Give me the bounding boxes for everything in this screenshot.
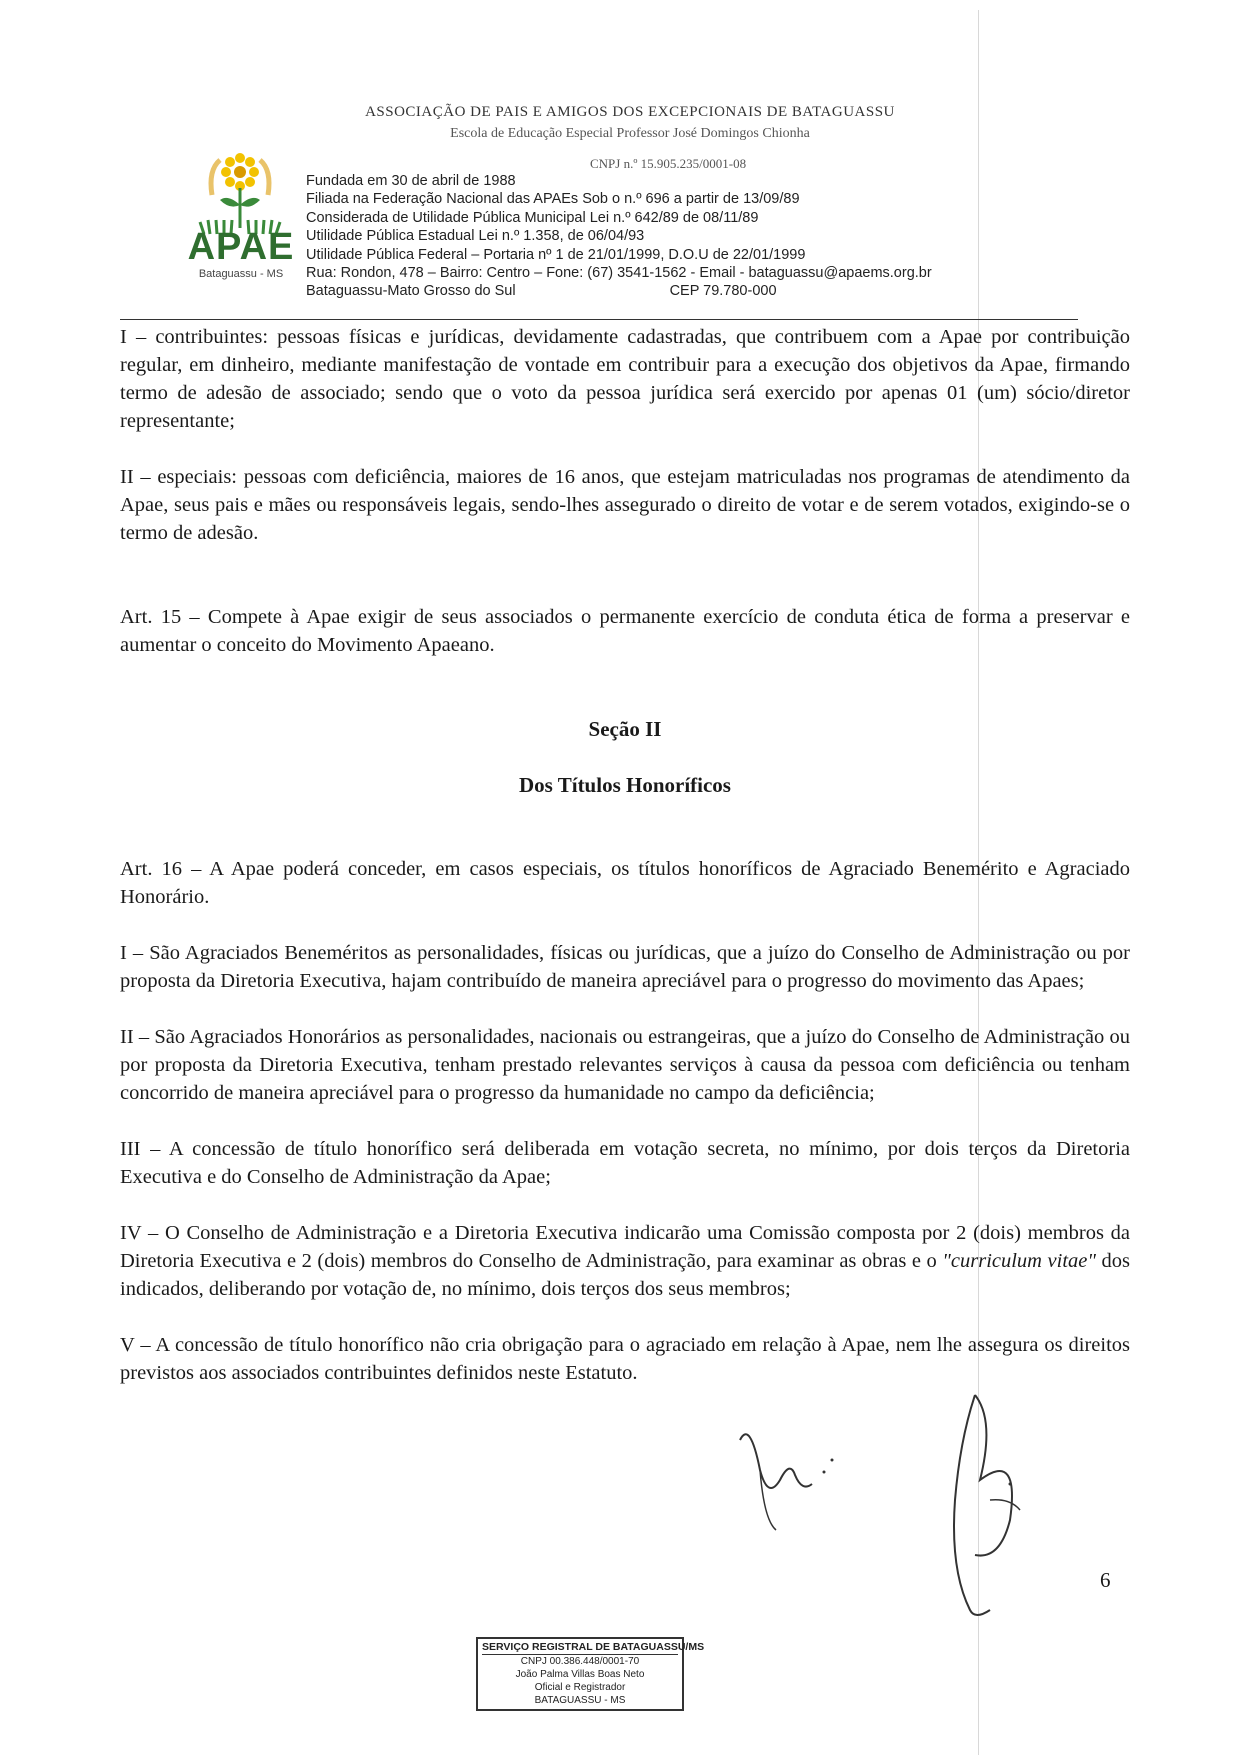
paragraph-art-15: Art. 15 – Compete à Apae exigir de seus associados o permanente exercício de conduta ética de forma a preservar e aumentar o conceito do Movimento Apaeano. [120, 606, 1130, 656]
text-run: dos indicados, deliberando por votação de, no mínimo, dois terços dos seus membros; [120, 1250, 1130, 1300]
info-line: Rua: Rondon, 478 – Bairro: Centro – Fone: (67) 3541-1562 - Email - bataguassu@apaems.org.br [306, 265, 932, 282]
info-line: Fundada em 30 de abril de 1988 [306, 173, 516, 189]
logo-text-block [186, 228, 296, 280]
info-line: Considerada de Utilidade Pública Municipal Lei n.º 642/89 de 08/11/89 [306, 209, 759, 226]
document-body [120, 323, 1130, 1387]
page-number: 6 [1100, 1568, 1111, 1592]
registry-stamp [476, 1637, 705, 1711]
paragraph-art-16: Art. 16 – A Apae poderá conceder, em casos especiais, os títulos honoríficos de Agraciado Benemérito e Agraciado Honorário. [120, 858, 1130, 908]
paragraph-item-i: I – contribuintes: pessoas físicas e jurídicas, devidamente cadastradas, que contribuem com a Apae por contribuição regular, em dinheiro, mediante manifestação de vontade em contribuir para a execução dos objetivos da Apae, firmando termo de adesão de associado; sendo que o voto da pessoa jurídica será exercido por apenas 01 (um) sócio/diretor representante; [120, 326, 1130, 432]
info-line-city [306, 282, 932, 300]
cep-text: CEP 79.780-000 [669, 283, 777, 300]
stamp-line: SERVIÇO REGISTRAL DE BATAGUASSU/MS [482, 1641, 705, 1653]
logo-city-text: Bataguassu - MS [198, 268, 284, 280]
text-run: IV – O Conselho de Administração e a Diretoria Executiva indicarão uma Comissão composta por 2 (dois) membros da Diretoria Executiva e 2 (dois) membros do Conselho de Administração, para examinar as obras e o [120, 1222, 1130, 1272]
stamp-line: Oficial e Registrador [534, 1682, 626, 1693]
organization-name: ASSOCIAÇÃO DE PAIS E AMIGOS DOS EXCEPCIONAIS DE BATAGUASSU [365, 104, 895, 120]
info-line: Utilidade Pública Estadual Lei n.º 1.358, de 06/04/93 [306, 228, 645, 245]
city-state: Bataguassu-Mato Grosso do Sul [306, 283, 516, 300]
school-name: Escola de Educação Especial Professor José Domingos Chionha [450, 126, 810, 141]
info-line: Utilidade Pública Federal – Portaria nº 1 de 21/01/1999, D.O.U de 22/01/1999 [306, 246, 806, 263]
paragraph-art-16-v: V – A concessão de título honorífico não cria obrigação para o agraciado em relação à Apae, nem lhe assegura os direitos previstos aos associados contribuintes definidos neste Estatuto. [120, 1334, 1130, 1384]
letterhead-info [306, 172, 932, 301]
paragraph-art-16-i: I – São Agraciados Beneméritos as personalidades, físicas ou jurídicas, que a juízo do Conselho de Administração ou por proposta da Diretoria Executiva, hajam contribuído de maneira apreciável para o progresso do movimento das Apaes; [120, 942, 1130, 992]
paragraph-art-16-iv [120, 1219, 1130, 1303]
stamp-line: BATAGUASSU - MS [534, 1695, 626, 1706]
cnpj-text: CNPJ n.º 15.905.235/0001-08 [590, 156, 747, 171]
signatures-icon [720, 1380, 1080, 1620]
logo-apae-text: APAE [187, 226, 295, 268]
section-title: Dos Títulos Honoríficos [519, 773, 731, 797]
stamp-line: João Palma Villas Boas Neto [515, 1669, 645, 1680]
stamp-line: CNPJ 00.386.448/0001-70 [520, 1656, 640, 1667]
info-line: Filiada na Federação Nacional das APAEs Sob o n.º 696 a partir de 13/09/89 [306, 191, 800, 208]
paragraph-item-ii: II – especiais: pessoas com deficiência, maiores de 16 anos, que estejam matriculadas nos programas de atendimento da Apae, seus pais e mães ou responsáveis legais, sendo-lhes assegurado o direito de votar e de serem votados, exigindo-se o termo de adesão. [120, 466, 1130, 544]
paragraph-art-16-ii: II – São Agraciados Honorários as personalidades, nacionais ou estrangeiras, que a juízo do Conselho de Administração ou por proposta da Diretoria Executiva, tenham prestado relevantes serviços à causa da pessoa com deficiência ou tenham concorrido de maneira apreciável para o progresso da humanidade no campo da deficiência; [120, 1026, 1130, 1104]
italic-text: "curriculum vitae" [942, 1250, 1096, 1272]
header-divider [120, 319, 1078, 320]
section-heading: Seção II [588, 717, 662, 741]
paragraph-art-16-iii: III – A concessão de título honorífico será deliberada em votação secreta, no mínimo, por dois terços da Diretoria Executiva e do Conselho de Administração da Apae; [120, 1138, 1130, 1188]
